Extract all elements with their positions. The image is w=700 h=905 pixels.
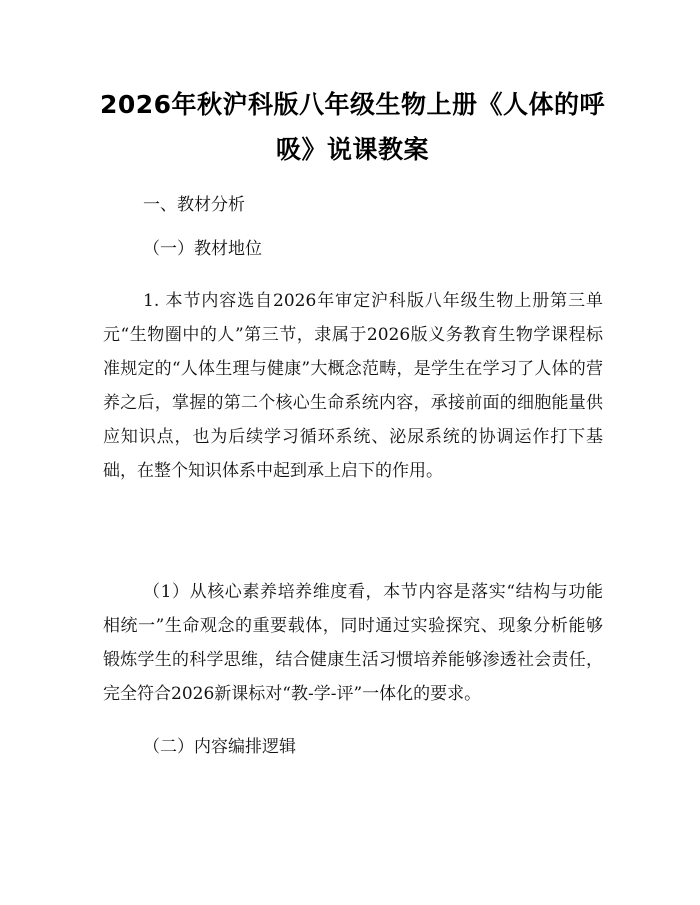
document-title: 2026年秋沪科版八年级生物上册《人体的呼吸》说课教案 [99,90,606,164]
subsection-heading-textbook-position: （一）教材地位 [143,239,262,259]
subsection-heading-content-arrangement: （二）内容编排逻辑 [143,737,296,757]
section-heading-textbook-analysis: 一、教材分析 [143,195,245,215]
paragraph-textbook-position: 1. 本节内容选自2026年审定沪科版八年级生物上册第三单元“生物圈中的人”第三节，隶属于2026版义务教育生物学课程标准规定的“人体生理与健康”大概念范畴，是学生在学习了人体的营养之后，掌握的第二个核心生命系统内容，承接前面的细胞能量供应知识点，也为后续学习循环系统、泌尿系统的协调运作打下基础，在整个知识体系中起到承上启下的作用。 [103,291,603,481]
paragraph-core-literacy: （1）从核心素养培养维度看，本节内容是落实“结构与功能相统一”生命观念的重要载体，同时通过实验探究、现象分析能够锻炼学生的科学思维，结合健康生活习惯培养能够渗透社会责任，完全符合2026新课标对“教-学-评”一体化的要求。 [103,582,603,704]
